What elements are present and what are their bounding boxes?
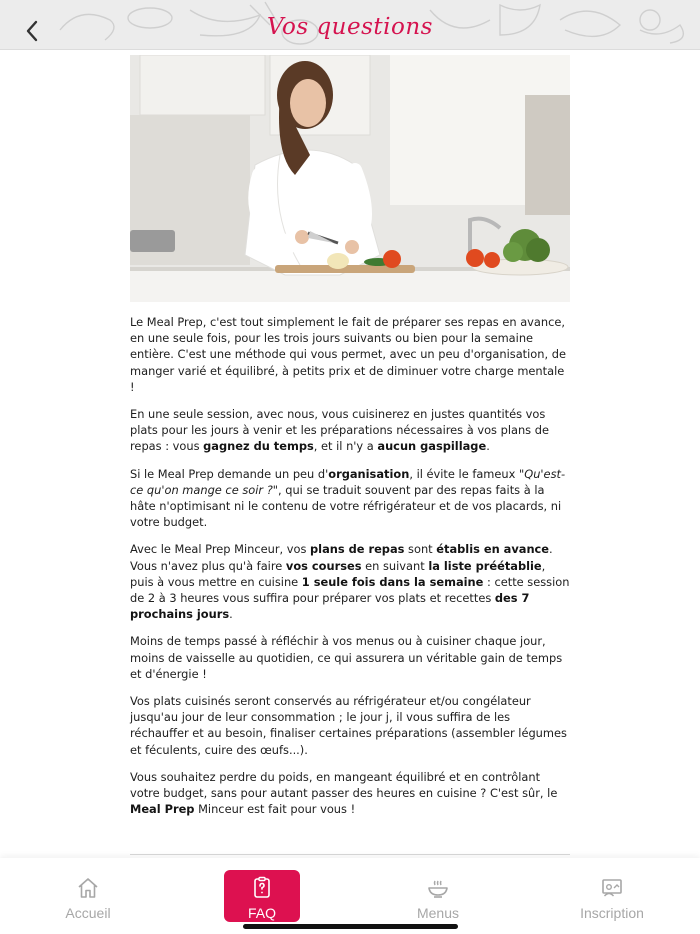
text-run: , et il n'y a bbox=[313, 439, 378, 454]
text-run: . bbox=[229, 607, 233, 622]
paragraph-6 bbox=[130, 693, 570, 758]
emphasis-text: des 7 prochains jours bbox=[130, 591, 530, 622]
emphasis-text: aucun gaspillage bbox=[377, 439, 487, 454]
kitchen-photo-illustration bbox=[130, 55, 570, 302]
emphasis-text: vos courses bbox=[285, 558, 362, 573]
top-bar bbox=[0, 0, 700, 50]
faq-article bbox=[130, 314, 570, 817]
text-run: , puis à vous mettre en cuisine bbox=[130, 558, 546, 589]
text-run: Avec le Meal Prep Minceur, vos bbox=[130, 542, 311, 557]
italic-quote: "Qu'est-ce qu'on mange ce soir ?" bbox=[130, 466, 566, 497]
section-divider bbox=[130, 854, 570, 855]
tab-inscription-label: Inscription bbox=[580, 905, 644, 921]
emphasis-text: organisation bbox=[328, 466, 410, 481]
paragraph-1-text: Le Meal Prep, c'est tout simplement le fait de préparer ses repas en avance, en une seule fois, pour les trois jours suivants ou bien pour la semaine entière. C'est une méthode qui vous permet, avec un peu d'organisation, de manger varié et équilibré, à petits prix et de diminuer votre charge mentale ! bbox=[130, 315, 566, 394]
paragraph-3 bbox=[130, 466, 570, 531]
home-icon bbox=[76, 876, 100, 900]
paragraph-6-text: Vos plats cuisinés seront conservés au réfrigérateur et/ou congélateur jusqu'au jour de leur consommation ; le jour j, il vous suffira de les réchauffer et au besoin, finaliser certaines préparations (assembler légumes et féculents, cuire des œufs...). bbox=[130, 694, 567, 757]
page-title: Vos questions bbox=[267, 14, 433, 40]
paragraph-5 bbox=[130, 633, 570, 682]
text-run: Minceur est fait pour vous ! bbox=[194, 802, 356, 817]
tab-inscription[interactable] bbox=[572, 870, 652, 924]
emphasis-text: Meal Prep bbox=[130, 802, 195, 817]
paragraph-5-text: Moins de temps passé à réfléchir à vos menus ou à cuisiner chaque jour, moins de vaisselle au quotidien, ce qui assurera un véritable gain de temps et d'énergie ! bbox=[130, 634, 563, 681]
faq-icon bbox=[250, 876, 274, 900]
text-run: Si le Meal Prep demande un peu d' bbox=[130, 466, 329, 481]
tab-faq-label: FAQ bbox=[247, 905, 276, 921]
text-run: , il évite le fameux bbox=[409, 466, 519, 481]
tab-menus-label: Menus bbox=[416, 905, 460, 921]
paragraph-2 bbox=[130, 406, 570, 455]
bottom-tab-bar bbox=[0, 858, 700, 934]
text-run: en suivant bbox=[361, 558, 429, 573]
tab-faq[interactable] bbox=[224, 870, 300, 922]
signup-icon bbox=[600, 876, 624, 900]
hero-image bbox=[130, 55, 570, 302]
text-run: : cette session de 2 à 3 heures vous suffira pour préparer vos plats et recettes bbox=[130, 574, 570, 606]
text-run: sont bbox=[404, 542, 437, 557]
text-run: . bbox=[486, 439, 490, 454]
text-run: , qui se traduit souvent par des repas faits à la hâte n'optimisant ni le contenu de votre réfrigérateur et de vos placards, ni votre budget. bbox=[130, 482, 562, 530]
text-run: Vous souhaitez perdre du poids, en mangeant équilibré et en contrôlant votre budget, sans pour autant passer des heures en cuisine ? C'est sûr, le bbox=[130, 769, 558, 801]
faq-content bbox=[130, 55, 570, 855]
tab-menus[interactable] bbox=[398, 870, 478, 924]
emphasis-text: la liste préétablie bbox=[428, 558, 542, 573]
text-run: . Vous n'avez plus qu'à faire bbox=[130, 542, 553, 573]
paragraph-7 bbox=[130, 769, 570, 818]
text-run: En une seule session, avec nous, vous cuisinerez en justes quantités vos plats pour les jours à venir et les préparations nécessaires à vos plans de repas : vous bbox=[130, 407, 549, 454]
home-indicator bbox=[243, 924, 458, 929]
paragraph-1 bbox=[130, 314, 570, 395]
emphasis-text: 1 seule fois dans la semaine bbox=[301, 574, 484, 589]
emphasis-text: plans de repas bbox=[310, 542, 405, 557]
emphasis-text: établis en avance bbox=[436, 542, 550, 557]
emphasis-text: gagnez du temps bbox=[203, 439, 314, 454]
paragraph-4 bbox=[130, 541, 570, 622]
bowl-icon bbox=[426, 876, 450, 900]
tab-accueil[interactable] bbox=[48, 870, 128, 924]
tab-accueil-label: Accueil bbox=[65, 905, 111, 921]
